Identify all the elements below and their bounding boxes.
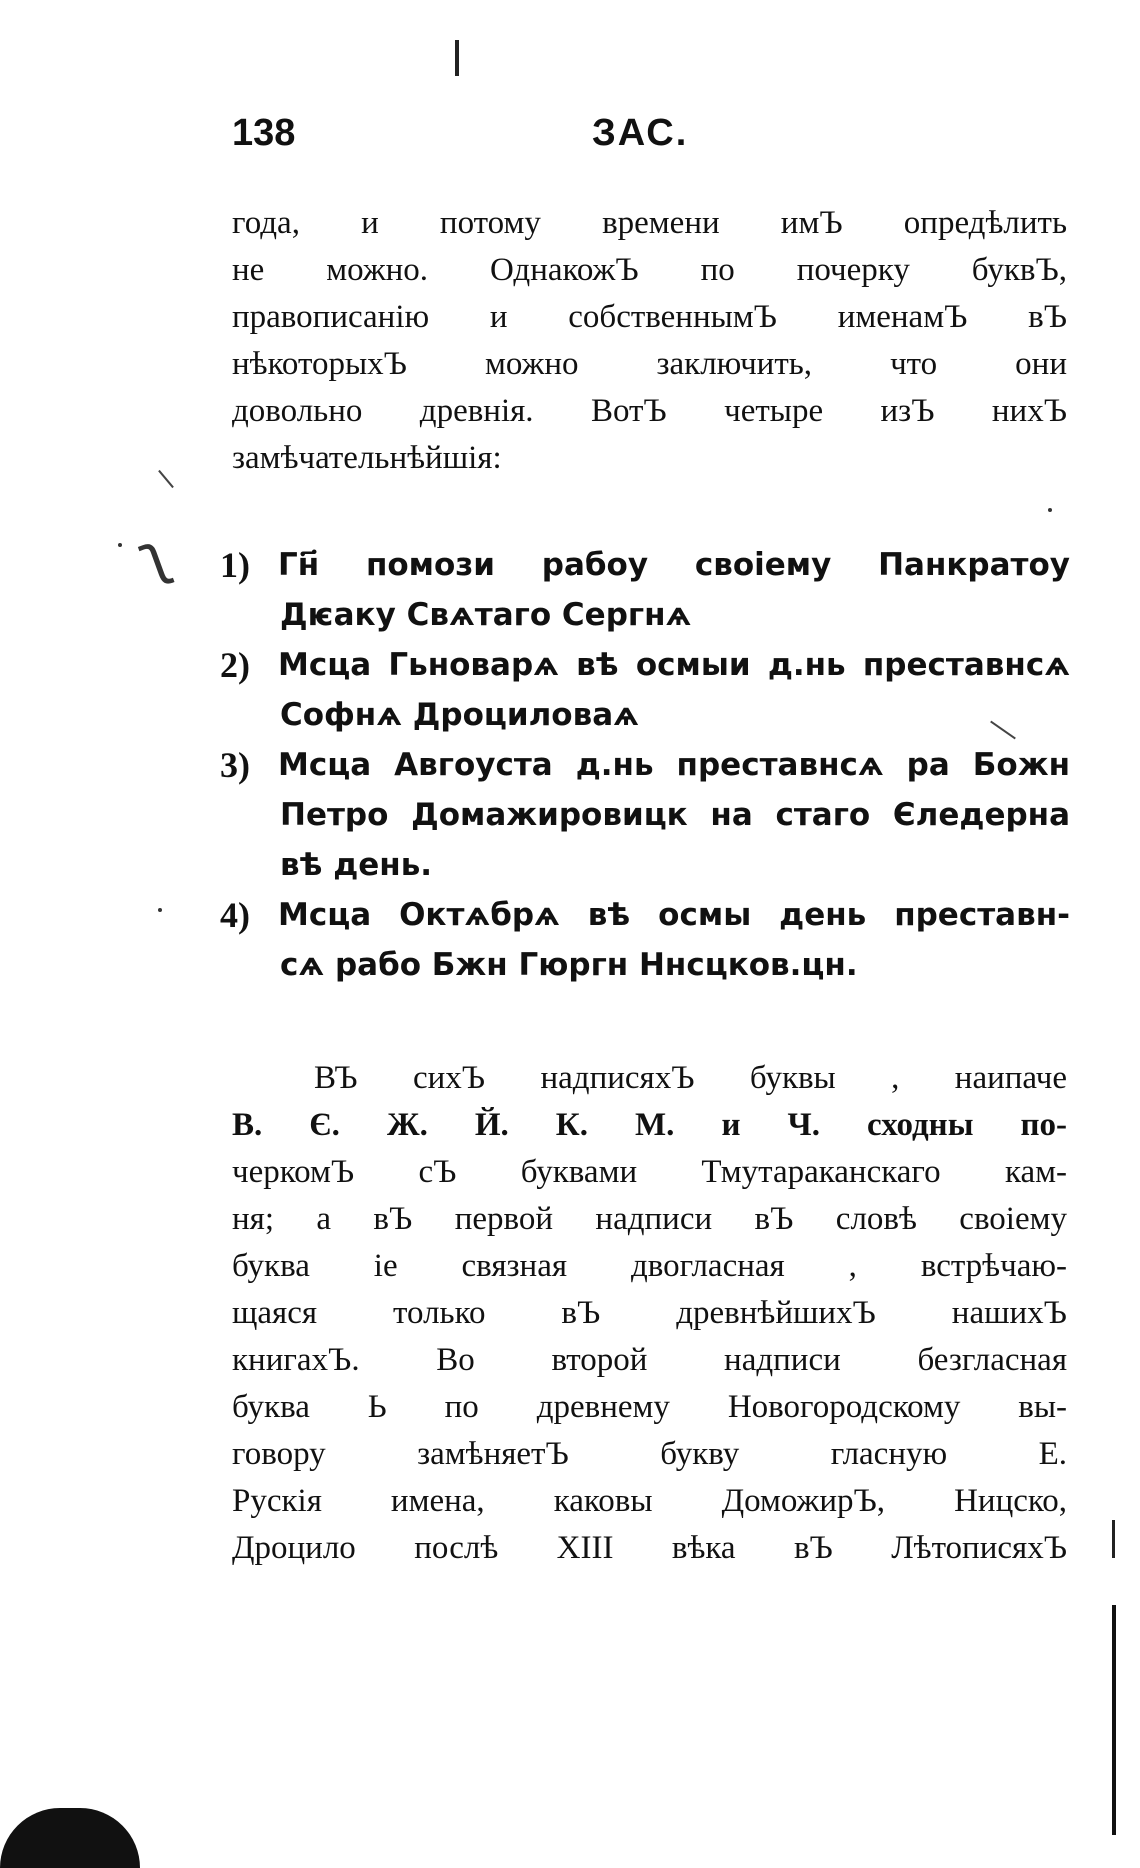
text-line: книгахЪ. Во второй надписи безгласная	[232, 1342, 1067, 1378]
margin-dot	[118, 543, 122, 547]
scan-mark-top	[455, 40, 459, 76]
margin-dot	[1048, 508, 1052, 512]
margin-tick	[158, 470, 174, 488]
page-header	[232, 112, 1062, 162]
text-line: замѣчательнѣйшія:	[232, 440, 502, 476]
text-line: Рускія имена, каковы ДоможирЪ, Ницско,	[232, 1483, 1067, 1519]
inscription-line: Петро Домажировицк на стаго Єледерна	[280, 797, 1070, 833]
inscription-line: Софнѧ Дроциловаѧ	[280, 697, 639, 733]
paragraph-intro	[232, 200, 1067, 482]
inscription-line: Мсца Гьноварѧ вѣ осмыи д.нь преставнсѧ	[278, 647, 1070, 683]
text-line: говору замѣняетЪ букву гласную Е.	[232, 1436, 1067, 1472]
scan-mark-right	[1112, 1605, 1116, 1835]
text-line: щаяся только вЪ древнѣйшихЪ нашихЪ	[232, 1295, 1067, 1331]
inscription-item	[220, 740, 1070, 890]
item-number: 4)	[220, 895, 250, 935]
scan-blot	[0, 1808, 140, 1868]
text-line: правописанію и собственнымЪ именамЪ вЪ	[232, 299, 1067, 335]
text-line: нѣкоторыхЪ можно заключить, что они	[232, 346, 1067, 382]
item-number: 3)	[220, 745, 250, 785]
inscription-item	[220, 890, 1070, 990]
text-line: Дроцило послѣ XIII вѣка вЪ ЛѣтописяхЪ	[232, 1530, 1067, 1566]
inscription-line: Мсца Октѧбрѧ вѣ осмы день преставн-	[278, 897, 1070, 933]
inscription-item	[220, 640, 1070, 740]
inscription-line: вѣ день.	[280, 847, 433, 883]
item-number: 1)	[220, 545, 250, 585]
inscription-line: Дѥакy Свѧтаго Сергнѧ	[280, 597, 692, 633]
margin-scribble-icon: ʅ	[128, 517, 179, 593]
text-line: буква Ь по древнему Новогородскому вы-	[232, 1389, 1067, 1425]
inscription-list	[220, 540, 1070, 990]
item-number: 2)	[220, 645, 250, 685]
inscription-line: Гн҃ помози рабоу своіему Панкратоу	[278, 547, 1070, 583]
scan-mark-right-short	[1112, 1520, 1115, 1558]
inscription-line: сѧ рабо Бжн Гюргн Ннсцков.цн.	[280, 947, 858, 983]
text-line: ня; а вЪ первой надписи вЪ словѣ своіему	[232, 1201, 1067, 1237]
text-line: довольно древнія. ВотЪ четыре изЪ нихЪ	[232, 393, 1067, 429]
text-line: В. Є. Ж. Й. К. М. и Ч. сходны по-	[232, 1107, 1067, 1143]
text-line: года, и потому времени имЪ опредѣлить	[232, 205, 1067, 241]
inscription-item	[220, 540, 1070, 640]
text-line: не можно. ОднакожЪ по почерку буквЪ,	[232, 252, 1067, 288]
text-line: буква іе связная двогласная , встрѣчаю-	[232, 1248, 1067, 1284]
text-line: черкомЪ сЪ буквами Тмутараканскаго кам-	[232, 1154, 1067, 1190]
page-number: 138	[232, 112, 296, 154]
margin-dot	[158, 908, 162, 912]
text-line: ВЪ сихЪ надписяхЪ буквы , наипаче	[314, 1060, 1067, 1096]
running-title: ЗАС.	[592, 112, 689, 154]
inscription-line: Мсца Авгоуста д.нь преставнсѧ ра Божн	[278, 747, 1070, 783]
paragraph-commentary	[232, 1055, 1067, 1572]
